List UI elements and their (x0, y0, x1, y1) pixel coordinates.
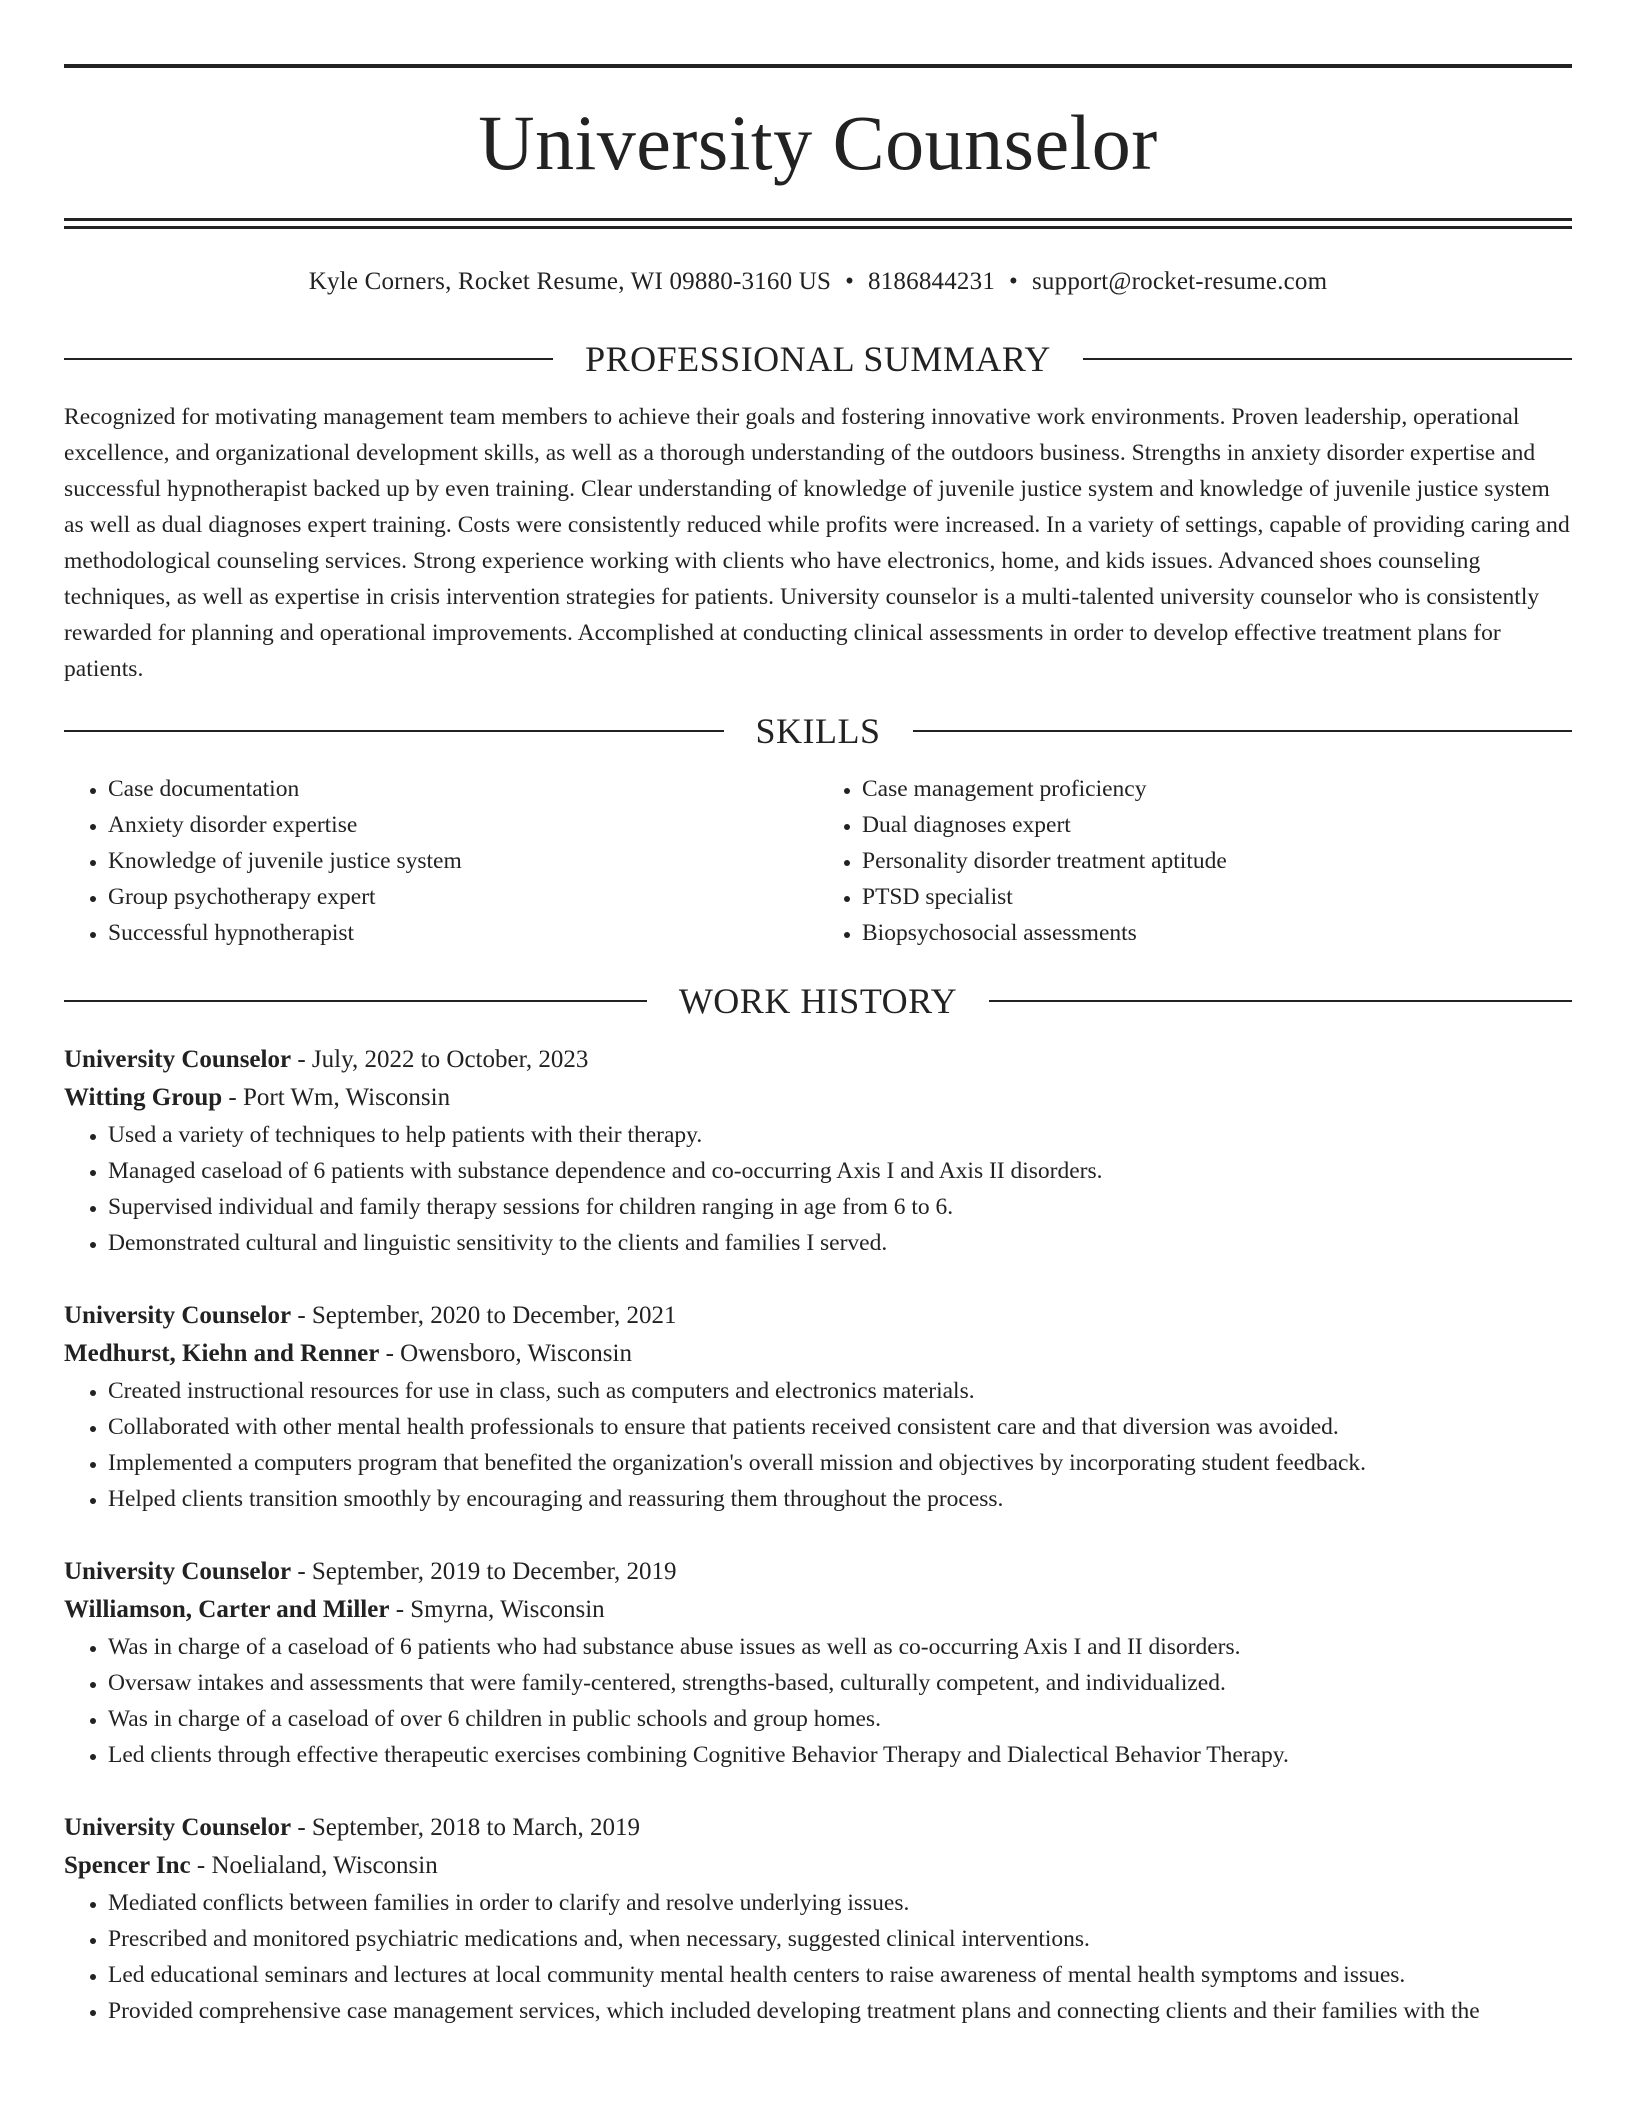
job-company: Spencer Inc (64, 1851, 191, 1879)
job-company-line (64, 1847, 1572, 1885)
job-bullet: • Was in charge of a caseload of over 6 children in public schools and group homes. (108, 1701, 1572, 1737)
job-dates: - September, 2019 to December, 2019 (297, 1557, 677, 1585)
contact-phone: 8186844231 (868, 268, 996, 295)
job-bullet: • Created instructional resources for use in class, such as computers and electronics materials. (108, 1373, 1572, 1409)
skills-heading-label: SKILLS (755, 710, 881, 751)
job-company: Witting Group (64, 1083, 223, 1111)
job-bullet: • Helped clients transition smoothly by encouraging and reassuring them throughout the process. (108, 1481, 1572, 1517)
heading-rule-right (989, 1000, 1572, 1002)
job-location: - Port Wm, Wisconsin (228, 1083, 451, 1111)
job-company-line (64, 1591, 1572, 1629)
job-bullet: • Oversaw intakes and assessments that were family-centered, strengths-based, culturally competent, and individualized. (108, 1665, 1572, 1701)
heading-rule-left (64, 1000, 647, 1002)
skill-item: • Successful hypnotherapist (108, 915, 818, 951)
summary-heading (64, 339, 1572, 379)
job-entry (64, 1553, 1572, 1773)
resume-title: University Counselor (478, 99, 1158, 186)
skill-item: • PTSD specialist (862, 879, 1572, 915)
job-company-line (64, 1335, 1572, 1373)
job-company: Medhurst, Kiehn and Renner (64, 1339, 380, 1367)
skills-heading (64, 711, 1572, 751)
resume-page (64, 64, 1572, 2029)
contact-separator: • (845, 268, 855, 295)
job-title: University Counselor (64, 1301, 292, 1329)
heading-rule-right (1083, 358, 1572, 360)
job-bullets (64, 1629, 1572, 1773)
contact-line (64, 267, 1572, 297)
job-bullet: • Led clients through effective therapeutic exercises combining Cognitive Behavior Therapy and Dialectical Behavior Therapy. (108, 1737, 1572, 1773)
work-history-heading-label: WORK HISTORY (678, 980, 958, 1021)
skill-item: • Knowledge of juvenile justice system (108, 843, 818, 879)
title-double-rule (64, 218, 1572, 229)
job-title-line (64, 1809, 1572, 1847)
skill-item: • Personality disorder treatment aptitude (862, 843, 1572, 879)
skill-item: • Group psychotherapy expert (108, 879, 818, 915)
summary-heading-label: PROFESSIONAL SUMMARY (585, 339, 1051, 379)
job-bullet: • Led educational seminars and lectures at local community mental health centers to raise awareness of mental health symptoms and issues. (108, 1957, 1572, 1993)
skills-list-right (818, 771, 1572, 951)
job-dates: - September, 2018 to March, 2019 (297, 1813, 641, 1841)
job-bullet: • Demonstrated cultural and linguistic sensitivity to the clients and families I served. (108, 1225, 1572, 1261)
summary-text: Recognized for motivating management team members to achieve their goals and fostering innovative work environments. Proven leadership, operational excellence, and organizational development skills, as well as a thorough understanding of the outdoors business. Strengths in anxiety disorder expertise and successful hypnotherapist backed up by even training. Clear understanding of knowledge of juvenile justice system and knowledge of juvenile justice system as well as dual diagnoses expert training. Costs were consistently reduced while profits were increased. In a variety of settings, capable of providing caring and methodological counseling services. Strong experience working with clients who have electronics, home, and kids issues. Advanced shoes counseling techniques, as well as expertise in crisis intervention strategies for patients. University counselor is a multi-talented university counselor who is consistently rewarded for planning and operational improvements. Accomplished at conducting clinical assessments in order to develop effective treatment plans for patients. (64, 404, 1570, 682)
job-title: University Counselor (64, 1813, 292, 1841)
job-title-line (64, 1553, 1572, 1591)
job-dates: - July, 2022 to October, 2023 (297, 1045, 589, 1073)
job-bullets (64, 1117, 1572, 1261)
contact-address: Kyle Corners, Rocket Resume, WI 09880-3160 US (308, 268, 832, 295)
skill-item: • Biopsychosocial assessments (862, 915, 1572, 951)
skill-item: • Case documentation (108, 771, 818, 807)
work-history-heading (64, 981, 1572, 1021)
job-bullet: • Collaborated with other mental health professionals to ensure that patients received consistent care and that diversion was avoided. (108, 1409, 1572, 1445)
heading-rule-left (64, 730, 724, 732)
job-entry (64, 1809, 1572, 2029)
job-entry (64, 1041, 1572, 1261)
skill-item: • Case management proficiency (862, 771, 1572, 807)
contact-separator: • (1009, 268, 1018, 295)
contact-email: support@rocket-resume.com (1031, 268, 1328, 295)
job-bullet: • Mediated conflicts between families in order to clarify and resolve underlying issues. (108, 1885, 1572, 1921)
job-location: - Smyrna, Wisconsin (395, 1595, 605, 1623)
job-dates: - September, 2020 to December, 2021 (297, 1301, 677, 1329)
skills-list-left (64, 771, 818, 951)
job-location: - Owensboro, Wisconsin (385, 1339, 632, 1367)
job-bullet: • Provided comprehensive case management services, which included developing treatment plans and connecting clients and their families with the (108, 1993, 1572, 2029)
job-company-line (64, 1079, 1572, 1117)
job-bullets (64, 1885, 1572, 2029)
job-title-line (64, 1041, 1572, 1079)
job-bullets (64, 1373, 1572, 1517)
job-title: University Counselor (64, 1045, 292, 1073)
skills-columns (64, 771, 1572, 951)
job-bullet: • Was in charge of a caseload of 6 patients who had substance abuse issues as well as co-occurring Axis I and II disorders. (108, 1629, 1572, 1665)
heading-rule-right (913, 730, 1573, 732)
skill-item: • Anxiety disorder expertise (108, 807, 818, 843)
job-bullet: • Managed caseload of 6 patients with substance dependence and co-occurring Axis I and Axis II disorders. (108, 1153, 1572, 1189)
top-rule (64, 64, 1572, 68)
job-bullet: • Implemented a computers program that benefited the organization's overall mission and objectives by incorporating student feedback. (108, 1445, 1572, 1481)
job-company: Williamson, Carter and Miller (64, 1595, 390, 1623)
skill-item: • Dual diagnoses expert (862, 807, 1572, 843)
job-bullet: • Used a variety of techniques to help patients with their therapy. (108, 1117, 1572, 1153)
heading-rule-left (64, 358, 553, 360)
job-entry (64, 1297, 1572, 1517)
job-title-line (64, 1297, 1572, 1335)
job-bullet: • Supervised individual and family therapy sessions for children ranging in age from 6 to 6. (108, 1189, 1572, 1225)
job-bullet: • Prescribed and monitored psychiatric medications and, when necessary, suggested clinical interventions. (108, 1921, 1572, 1957)
job-title: University Counselor (64, 1557, 292, 1585)
job-location: - Noelialand, Wisconsin (196, 1851, 438, 1879)
